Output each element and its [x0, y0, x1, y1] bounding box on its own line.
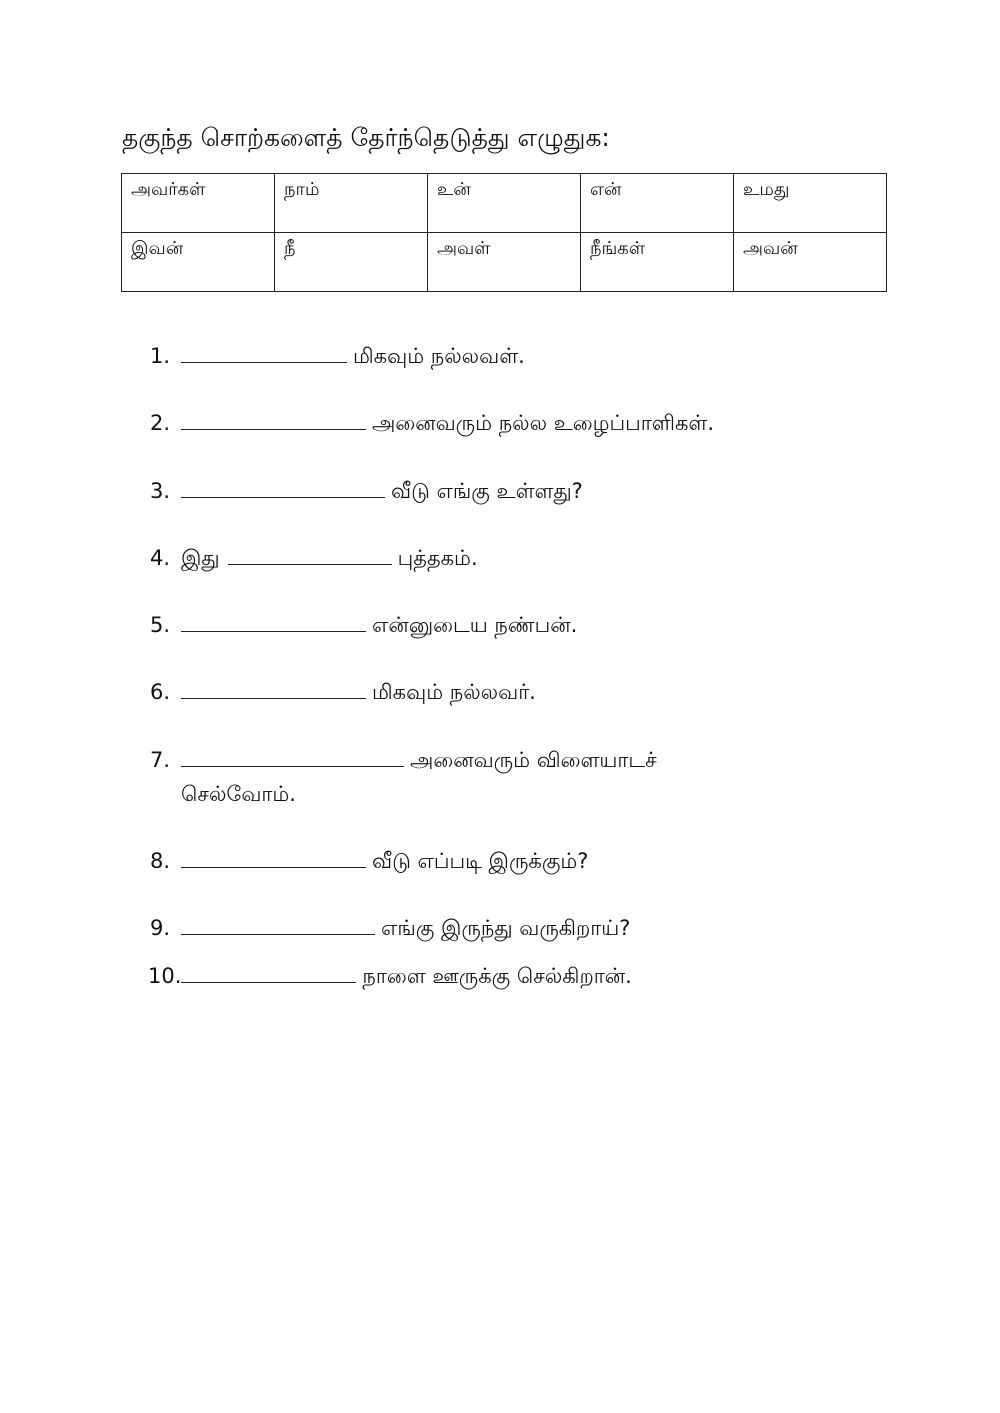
answer-blank[interactable] — [181, 674, 366, 699]
question-4 — [150, 540, 478, 575]
question-number: 5. — [150, 613, 171, 637]
question-text: அனைவரும் விளையாடச் — [410, 748, 657, 772]
word-cell: இவன் — [122, 233, 275, 292]
question-text: மிகவும் நல்லவர். — [372, 680, 536, 704]
question-text: அனைவரும் நல்ல உழைப்பாளிகள். — [372, 411, 715, 435]
question-number: 7. — [150, 748, 171, 772]
question-text: என்னுடைய நண்பன். — [372, 613, 578, 637]
word-cell: உமது — [734, 174, 887, 233]
question-2 — [150, 405, 714, 440]
question-text: புத்தகம். — [397, 546, 478, 570]
question-text: நாளை ஊருக்கு செல்கிறான். — [362, 964, 632, 988]
question-number: 6. — [150, 680, 171, 704]
question-number: 2. — [150, 411, 171, 435]
word-cell: உன் — [428, 174, 581, 233]
word-cell: நாம் — [275, 174, 428, 233]
question-6 — [150, 674, 536, 709]
question-continuation: செல்வோம். — [181, 782, 296, 806]
question-number: 9. — [150, 916, 171, 940]
question-1 — [150, 338, 525, 373]
answer-blank[interactable] — [181, 958, 356, 983]
answer-blank[interactable] — [181, 843, 366, 868]
word-cell: அவள் — [428, 233, 581, 292]
answer-blank[interactable] — [228, 540, 392, 565]
worksheet-title: தகுந்த சொற்களைத் தேர்ந்தெடுத்து எழுதுக: — [122, 123, 610, 152]
answer-blank[interactable] — [181, 473, 385, 498]
answer-blank[interactable] — [181, 607, 366, 632]
word-bank-row — [122, 174, 887, 233]
question-number: 1. — [150, 344, 171, 368]
question-text: எங்கு இருந்து வருகிறாய்? — [381, 916, 631, 940]
word-bank-row — [122, 233, 887, 292]
answer-blank[interactable] — [181, 338, 347, 363]
question-10 — [148, 958, 632, 993]
question-number: 10. — [148, 964, 182, 988]
question-number: 3. — [150, 479, 171, 503]
question-9 — [150, 910, 630, 945]
answer-blank[interactable] — [181, 742, 404, 767]
question-text: வீடு எப்படி இருக்கும்? — [372, 849, 589, 873]
word-cell: நீ — [275, 233, 428, 292]
question-number: 8. — [150, 849, 171, 873]
answer-blank[interactable] — [181, 910, 375, 935]
question-7 — [150, 742, 657, 811]
question-3 — [150, 473, 583, 508]
word-bank-table — [121, 173, 887, 292]
question-8 — [150, 843, 588, 878]
question-prefix: இது — [181, 546, 220, 570]
question-number: 4. — [150, 546, 171, 570]
question-5 — [150, 607, 577, 642]
question-text: வீடு எங்கு உள்ளது? — [391, 479, 583, 503]
word-cell: அவன் — [734, 233, 887, 292]
word-cell: என் — [581, 174, 734, 233]
answer-blank[interactable] — [181, 405, 366, 430]
question-text: மிகவும் நல்லவள். — [353, 344, 525, 368]
word-cell: நீங்கள் — [581, 233, 734, 292]
word-cell: அவர்கள் — [122, 174, 275, 233]
